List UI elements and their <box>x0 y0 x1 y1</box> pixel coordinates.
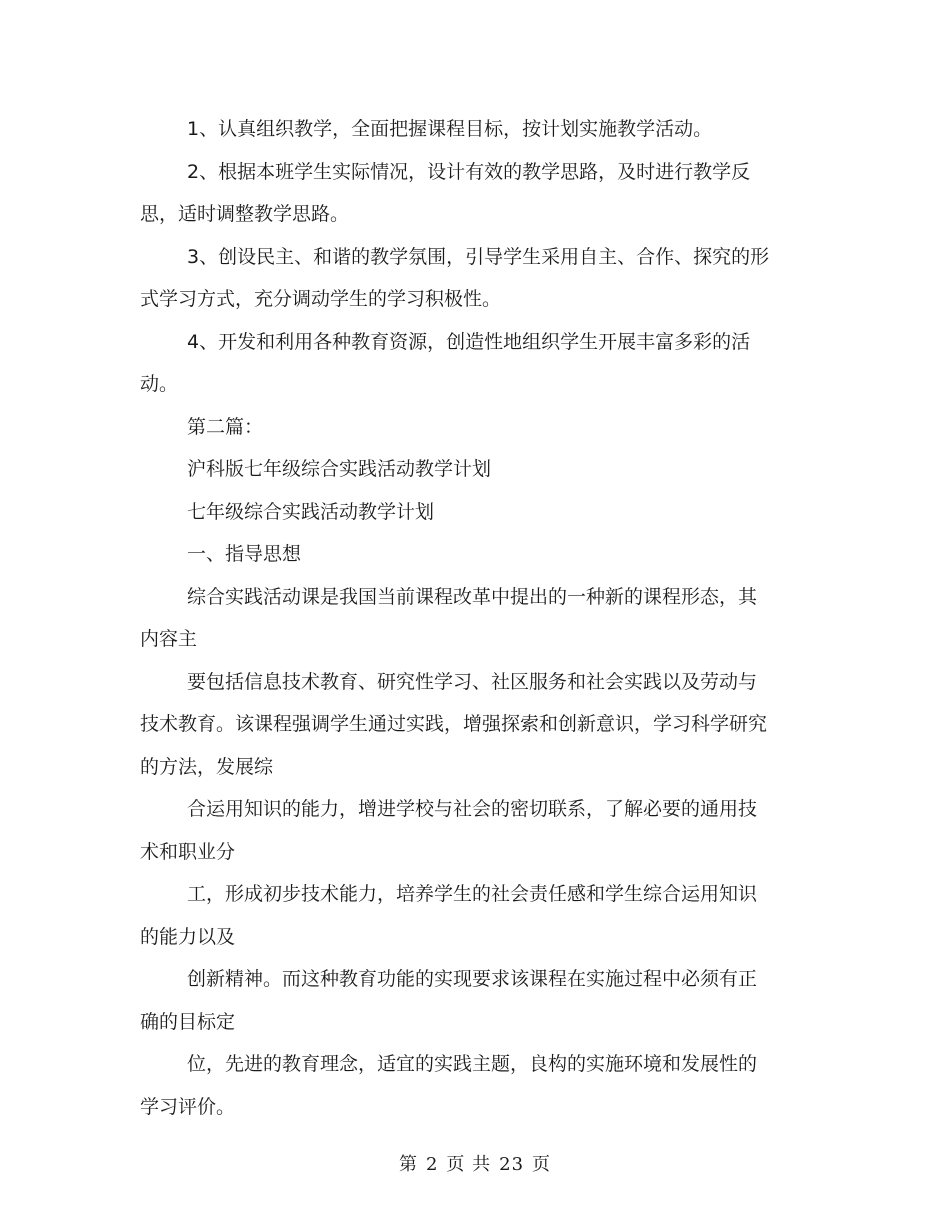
paragraph-6: 要包括信息技术教育、研究性学习、社区服务和社会实践以及劳动与技术教育。该课程强调学生通过实践，增强探索和创新意识，学习科学研究的方法，发展综 <box>140 670 768 778</box>
paragraph-4: 4、开发和利用各种教育资源，创造性地组织学生开展丰富多彩的活动。 <box>140 330 751 395</box>
page-footer <box>0 1150 950 1176</box>
paragraph-9: 创新精神。而这种教育功能的实现要求该课程在实施过程中必须有正确的目标定 <box>140 968 758 1033</box>
document-body <box>140 108 770 1128</box>
document-subtitle: 七年级综合实践活动教学计划 <box>187 500 435 523</box>
footer-current-page: 2 <box>425 1154 439 1175</box>
paragraph-1: 1、认真组织教学，全面把握课程目标，按计划实施教学活动。 <box>187 118 713 140</box>
footer-middle: 页 共 <box>446 1154 492 1175</box>
paragraph-10: 位，先进的教育理念，适宜的实践主题，良构的实施环境和发展性的学习评价。 <box>140 1053 758 1118</box>
footer-prefix: 第 <box>398 1154 418 1175</box>
paragraph-2: 2、根据本班学生实际情况，设计有效的教学思路，及时进行教学反思，适时调整教学思路。 <box>140 160 751 225</box>
section-heading-guiding-ideology: 一、指导思想 <box>187 543 302 565</box>
paragraph-7: 合运用知识的能力，增进学校与社会的密切联系，了解必要的通用技术和职业分 <box>140 798 758 863</box>
document-title: 沪科版七年级综合实践活动教学计划 <box>187 458 492 480</box>
paragraph-8: 工，形成初步技术能力，培养学生的社会责任感和学生综合运用知识的能力以及 <box>140 883 758 948</box>
paragraph-5: 综合实践活动课是我国当前课程改革中提出的一种新的课程形态，其内容主 <box>140 585 758 650</box>
paragraph-3: 3、创设民主、和谐的教学氛围，引导学生采用自主、合作、探究的形式学习方式，充分调动学生的学习积极性。 <box>140 245 770 310</box>
footer-suffix: 页 <box>532 1154 552 1175</box>
section-heading-second-part: 第二篇： <box>187 415 264 438</box>
footer-total-pages: 23 <box>499 1154 525 1175</box>
